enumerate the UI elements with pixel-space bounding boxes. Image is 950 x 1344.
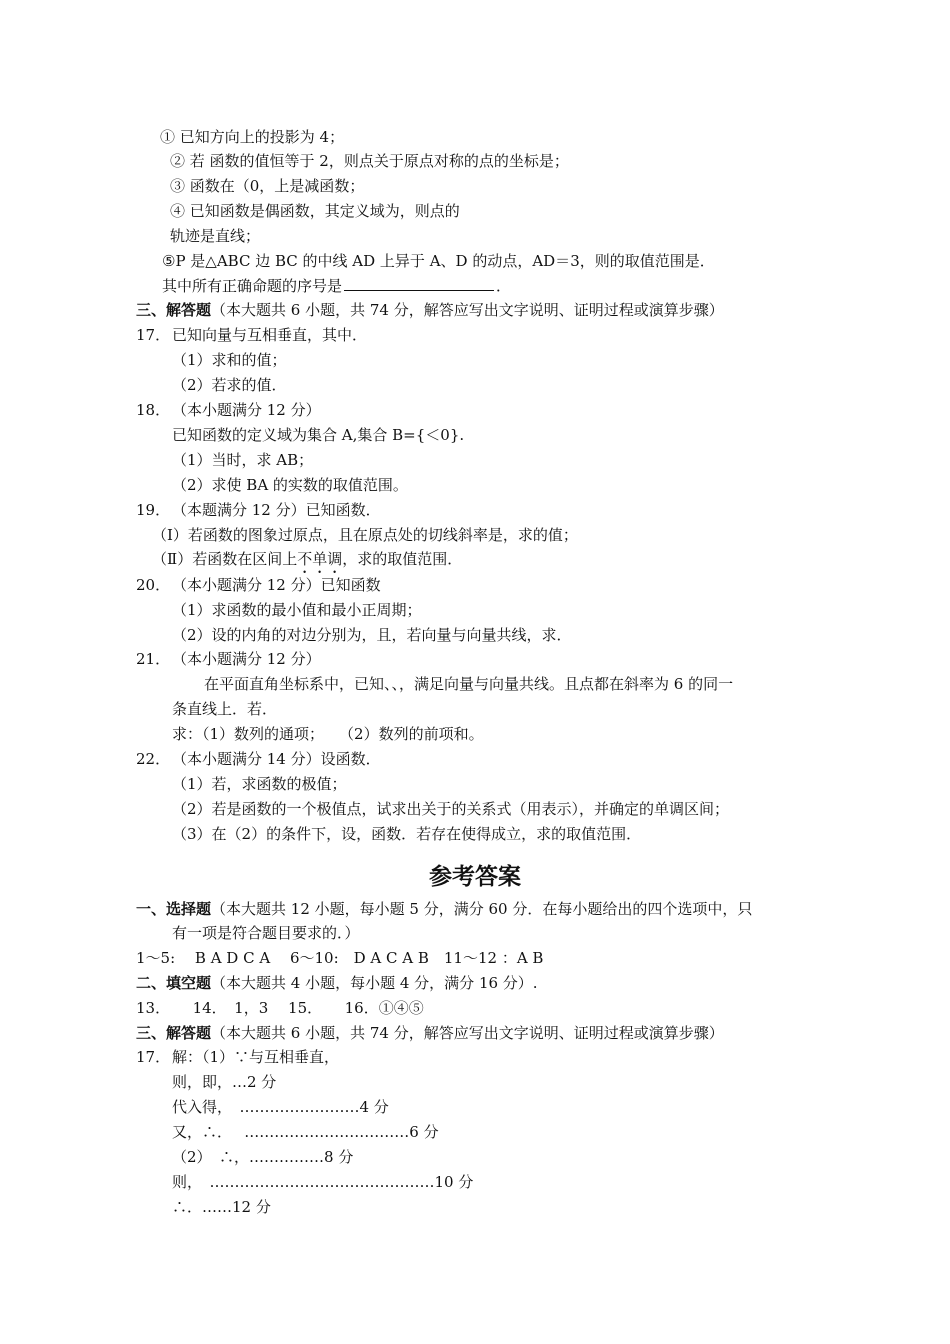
answers-section-1-note-2: 有一项是符合题目要求的．） (172, 924, 360, 942)
problem-21-number: 21． (136, 650, 171, 668)
conclusion-end: ． (496, 277, 512, 295)
problem-17-text: 已知向量与互相垂直，其中． (172, 326, 368, 344)
problem-22-text: （本小题满分 14 分）设函数． (172, 750, 381, 768)
solution-17-line-1: 解：（1）∵与互相垂直， (172, 1048, 340, 1066)
answers-section-3-heading (136, 1023, 724, 1043)
problem-20-part-1: （1）求函数的最小值和最小正周期； (172, 601, 422, 619)
statement-5: ⑤P 是△ABC 边 BC 的中线 AD 上异于 A、D 的动点，AD＝3，则的取值范围是． (162, 252, 715, 270)
answers-title: 参考答案 (429, 863, 521, 890)
problem-20-part-2: （2）设的内角的对边分别为，且，若向量与向量共线，求． (172, 626, 572, 644)
statement-4-continued: 轨迹是直线； (170, 227, 261, 245)
problem-19-part-2-c: ，求的取值范围． (342, 550, 463, 568)
problem-21-question: 求：（1）数列的通项； （2）数列的前项和。 (172, 725, 484, 743)
answers-section-3-title: 三、解答题 (136, 1024, 212, 1042)
problem-18-part-2: （2）求使 BA 的实数的取值范围。 (172, 476, 408, 494)
section-3-note: （本大题共 6 小题，共 74 分，解答应写出文字说明、证明过程或演算步骤） (211, 301, 724, 319)
problem-20-text: （本小题满分 12 分）已知函数 (172, 576, 381, 594)
problem-19-part-1: （Ⅰ）若函数的图象过原点，且在原点处的切线斜率是，求的值； (152, 526, 578, 544)
problem-21-head: （本小题满分 12 分） (172, 650, 321, 668)
answers-section-2-heading (136, 973, 538, 993)
problem-20-number: 20． (136, 576, 171, 594)
problem-21-text-2: 条直线上．若． (172, 700, 278, 718)
solution-17-number: 17． (136, 1048, 171, 1066)
solution-17 (136, 1047, 339, 1067)
problem-19-part-2-a: （Ⅱ）若函数在区间上 (152, 550, 298, 568)
statement-1: ① 已知方向上的投影为 4； (160, 128, 345, 146)
problem-19 (136, 500, 381, 520)
section-3-title: 三、解答题 (136, 301, 212, 319)
problem-19-text: （本题满分 12 分）已知函数． (172, 501, 381, 519)
problem-20 (136, 575, 381, 595)
solution-17-line-5: （2） ∴，……………8 分 (172, 1148, 354, 1166)
problem-22-number: 22． (136, 750, 171, 768)
answers-section-2-note: （本大题共 4 小题，每小题 4 分，满分 16 分）. (211, 974, 538, 992)
problem-18-number: 18． (136, 401, 171, 419)
problem-18 (136, 400, 321, 420)
problem-17 (136, 325, 367, 345)
problem-17-part-2: （2）若求的值． (172, 376, 287, 394)
solution-17-line-6: 则， ………………………………………10 分 (172, 1173, 474, 1191)
statement-2: ② 若 函数的值恒等于 2，则点关于原点对称的点的坐标是； (170, 152, 569, 170)
answers-section-2-title: 二、填空题 (136, 974, 212, 992)
answers-section-3-note: （本大题共 6 小题，共 74 分，解答应写出文字说明、证明过程或演算步骤） (211, 1024, 724, 1042)
problem-22 (136, 749, 381, 769)
solution-17-line-7: ∴．……12 分 (172, 1198, 271, 1216)
conclusion-text: 其中所有正确命题的序号是 (162, 277, 343, 295)
problem-19-number: 19． (136, 501, 171, 519)
problem-17-part-1: （1）求和的值； (172, 351, 287, 369)
answers-section-1-note: （本大题共 12 小题，每小题 5 分，满分 60 分．在每小题给出的四个选项中，只 (211, 900, 753, 918)
statement-4: ④ 已知函数是偶函数，其定义域为，则点的 (170, 202, 460, 220)
choice-answers: 1～5: B A D C A 6～10: D A C A B 11～12 ：A B (136, 949, 544, 967)
solution-17-line-2: 则，即，…2 分 (172, 1073, 277, 1091)
problem-18-head: （本小题满分 12 分） (172, 401, 321, 419)
answers-section-1-title: 一、选择题 (136, 900, 212, 918)
problem-18-text: 已知函数的定义域为集合 A,集合 B={＜0}. (172, 426, 465, 444)
problem-21-text-1: 在平面直角坐标系中，已知、、，满足向量与向量共线。且点都在斜率为 6 的同一 (204, 675, 734, 693)
problem-19-part-2 (152, 549, 462, 577)
answer-blank (344, 276, 494, 291)
answers-section-1-heading (136, 899, 752, 919)
problem-17-number: 17． (136, 326, 171, 344)
solution-17-line-4: 又，∴． ……………………………6 分 (172, 1123, 439, 1141)
fill-answers: 13． 14． 1，3 15． 16．①④⑤ (136, 999, 424, 1017)
conclusion-line (162, 276, 511, 296)
problem-19-emphasis: 不单调 (297, 550, 343, 568)
problem-22-part-2: （2）若是函数的一个极值点，试求出关于的关系式（用表示），并确定的单调区间； (172, 800, 730, 818)
section-3-heading (136, 300, 724, 320)
problem-21 (136, 649, 321, 669)
problem-22-part-3: （3）在（2）的条件下，设，函数．若存在使得成立，求的取值范围． (172, 825, 642, 843)
problem-18-part-1: （1）当时，求 AB； (172, 451, 314, 469)
statement-3: ③ 函数在（0，上是减函数； (170, 177, 365, 195)
solution-17-line-3: 代入得， ……………………4 分 (172, 1098, 389, 1116)
problem-22-part-1: （1）若，求函数的极值； (172, 775, 347, 793)
